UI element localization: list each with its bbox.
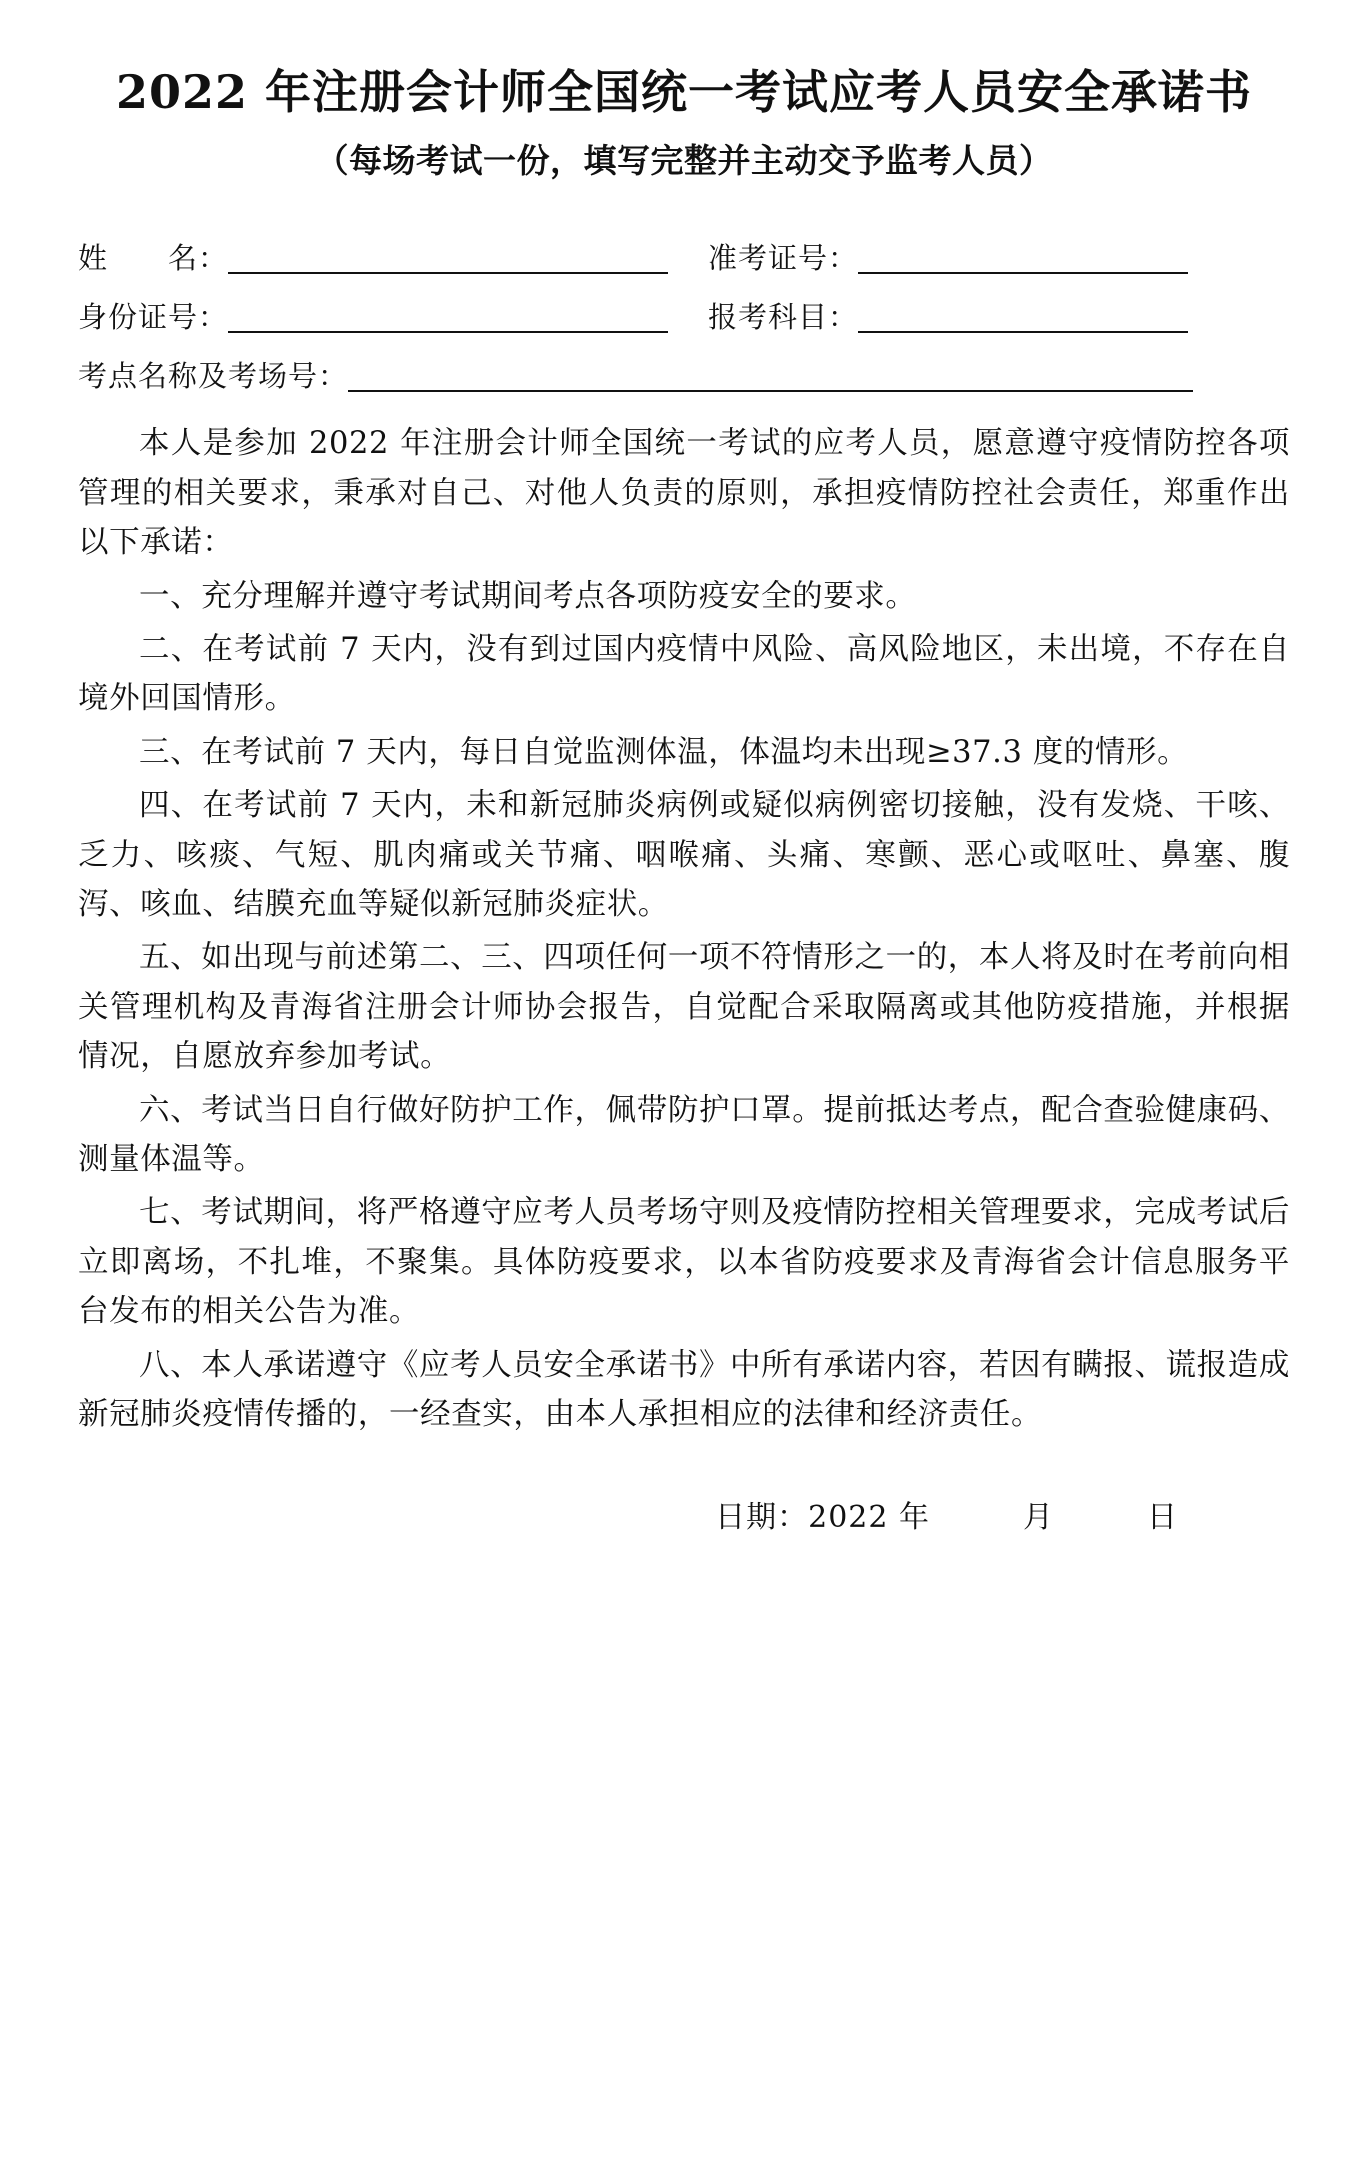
paragraph-item-7: 七、考试期间，将严格遵守应考人员考场守则及疫情防控相关管理要求，完成考试后立即离场，不扎堆，不聚集。具体防疫要求，以本省防疫要求及青海省会计信息服务平台发布的相关公告为准。: [78, 1195, 1290, 1330]
page-title: 2022 年注册会计师全国统一考试应考人员安全承诺书: [115, 65, 1253, 119]
ticket-number-input[interactable]: [858, 242, 1188, 274]
name-input[interactable]: [228, 242, 668, 274]
exam-site-label: 考点名称及考场号：: [78, 358, 349, 393]
exam-site-input[interactable]: [348, 360, 1193, 392]
paragraph-item-8: 八、本人承诺遵守《应考人员安全承诺书》中所有承诺内容，若因有瞒报、谎报造成新冠肺炎疫情传播的，一经查实，由本人承担相应的法律和经济责任。: [78, 1347, 1290, 1433]
paragraph-item-5: 五、如出现与前述第二、三、四项任何一项不符情形之一的，本人将及时在考前向相关管理机构及青海省注册会计师协会报告，自觉配合采取隔离或其他防疫措施，并根据情况，自愿放弃参加考试。: [78, 940, 1290, 1075]
subject-label: 报考科目：: [708, 299, 859, 334]
paragraph-item-6: 六、考试当日自行做好防护工作，佩带防护口罩。提前抵达考点，配合查验健康码、测量体温等。: [78, 1092, 1290, 1178]
field-row-site: [78, 360, 1290, 392]
id-number-label: 身份证号：: [78, 299, 229, 334]
id-number-input[interactable]: [228, 301, 668, 333]
field-row-name: [78, 242, 1290, 274]
name-label: 姓 名：: [78, 240, 229, 275]
paragraph-item-2: 二、在考试前 7 天内，没有到过国内疫情中风险、高风险地区，未出境，不存在自境外回国情形。: [78, 632, 1290, 717]
paragraph-item-3: 三、在考试前 7 天内，每日自觉监测体温，体温均未出现≥37.3 度的情形。: [139, 734, 1189, 770]
commitment-body: [78, 419, 1290, 1439]
paragraph-intro: 本人是参加 2022 年注册会计师全国统一考试的应考人员，愿意遵守疫情防控各项管理的相关要求，秉承对自己、对他人负责的原则，承担疫情防控社会责任，郑重作出以下承诺：: [78, 426, 1290, 561]
ticket-number-label: 准考证号：: [708, 240, 859, 275]
paragraph-item-4: 四、在考试前 7 天内，未和新冠肺炎病例或疑似病例密切接触，没有发烧、干咳、乏力、咳痰、气短、肌肉痛或关节痛、咽喉痛、头痛、寒颤、恶心或呕吐、鼻塞、腹泻、咳血、结膜充血等疑似新冠肺炎症状。: [78, 788, 1290, 923]
paragraph-item-1: 一、充分理解并遵守考试期间考点各项防疫安全的要求。: [139, 578, 917, 614]
field-row-id: [78, 301, 1290, 333]
subject-input[interactable]: [858, 301, 1188, 333]
date-field[interactable]: 日期：2022 年 月 日: [715, 1499, 1178, 1535]
page-subtitle: （每场考试一份，填写完整并主动交予监考人员）: [315, 140, 1053, 180]
form-fields: [78, 242, 1290, 392]
